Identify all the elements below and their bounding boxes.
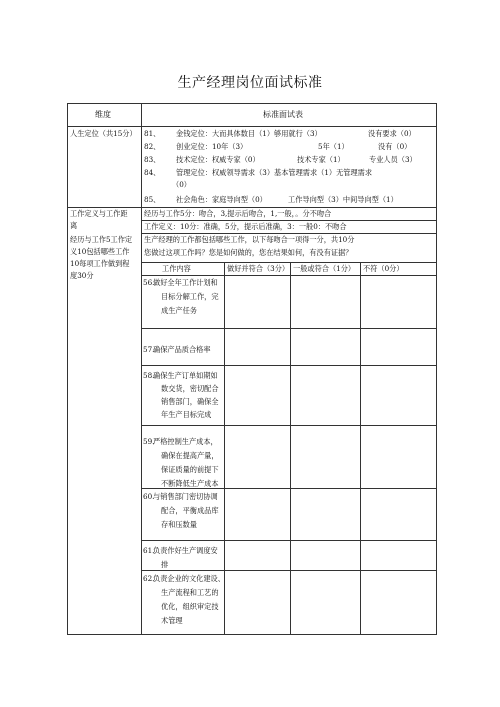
- item-line: 目标分解工作，完: [161, 292, 219, 301]
- scoring-rule: 生产经理的工作都包括哪些工作，以下每吻合一项得一分，共10分: [144, 235, 355, 244]
- item-number: 57.: [143, 345, 155, 354]
- scoring-rule: 经历与工作5分：吻合，3,提示后吻合，1,一般，。分不吻合: [144, 209, 332, 218]
- row-mid: 技术专家（1）: [297, 155, 345, 164]
- label-line: 义10包括哪些工作: [70, 247, 130, 256]
- row-extra: 没有（0）: [378, 142, 412, 151]
- row-mid: 5年（1）: [318, 142, 349, 151]
- row-extra: 没有要求（0）: [368, 129, 416, 138]
- item-number: 56.: [143, 278, 155, 287]
- item-line: 与销售部门密切协调: [153, 492, 218, 501]
- row-divider: [141, 365, 437, 366]
- item-line: 销售部门，确保全: [161, 397, 219, 406]
- row-text: 社会角色：家庭导向型（0）: [176, 195, 267, 204]
- item-line: 成生产任务: [161, 306, 197, 315]
- label-line: 经历与工作5工作定: [70, 235, 133, 244]
- label-line: 10每项工作做到程: [70, 259, 130, 268]
- row-number: 81、: [144, 129, 161, 138]
- row-text: 创业定位：10年（3）: [176, 142, 248, 151]
- item-line: 配合，平衡成品库: [161, 506, 219, 515]
- row-text: 管理定位：权威领导需求（3）基本管理需求（1）无管理需求: [176, 168, 373, 177]
- rule-divider: [141, 220, 437, 221]
- column-header: 不符（0分）: [363, 264, 404, 273]
- section-divider: [67, 207, 437, 208]
- row-text: 金钱定位：大而具体数目（1）够用就行（3）: [176, 129, 322, 138]
- row-extra: 专业人员（3）: [369, 155, 417, 164]
- item-line: 负责企业的文化建设、: [153, 574, 225, 583]
- column-divider: [141, 103, 142, 635]
- item-number: 60.: [143, 492, 155, 501]
- table-border: [141, 262, 437, 263]
- item-line: 数交货，密切配合: [161, 384, 219, 393]
- document-title: 生产经理岗位面试标准: [177, 75, 323, 91]
- item-line: 严格控制生产成本，: [153, 437, 218, 446]
- item-line: 不断降低生产成本: [161, 479, 219, 488]
- item-line: 生产流程和工艺的: [161, 588, 219, 597]
- scoring-rule: 您做过这项工作吗？您是如何做的，您在结果如何，有没有证据？: [144, 248, 353, 257]
- item-number: 59.: [143, 437, 155, 446]
- row-text: 技术定位：权威专家（0）: [176, 155, 260, 164]
- scoring-rule: 工作定义：10分：准确，5分，提示后准确，3：一般0：不吻合: [144, 222, 347, 231]
- item-line: 做好全年工作计划和: [153, 278, 218, 287]
- column-header: 工作内容: [162, 264, 191, 273]
- row-divider: [141, 328, 437, 329]
- table-border: [141, 275, 437, 276]
- label-line: 度30分: [70, 271, 94, 280]
- header-dimension: 维度: [95, 110, 111, 119]
- rule-divider: [141, 233, 437, 234]
- section-life-positioning-label: 人生定位（共15分）: [70, 129, 137, 138]
- item-line: 确保在提高产量，: [161, 451, 219, 460]
- item-line: 排: [161, 560, 169, 569]
- label-line: 离: [70, 221, 78, 230]
- row-mid: 工作导向型（3）中间导向型（1）: [288, 195, 398, 204]
- item-line: 确保生产订单如期如: [153, 371, 218, 380]
- row-divider: [141, 488, 437, 489]
- row-number: 83、: [144, 155, 161, 164]
- header-standard: 标准面试表: [263, 110, 303, 119]
- item-number: 58.: [143, 371, 155, 380]
- row-divider: [141, 425, 437, 426]
- row-number: 85、: [144, 195, 161, 204]
- item-line: 负责作好生产调度安: [153, 546, 218, 555]
- label-line: 工作定义与工作距: [70, 209, 128, 218]
- item-number: 62.: [143, 574, 155, 583]
- row-number: 84、: [144, 168, 161, 177]
- item-line: 优化，组织审定技: [161, 602, 219, 611]
- item-line: 保证质量的前提下: [161, 465, 219, 474]
- table-column-line: [290, 262, 291, 635]
- column-header: 一般或符合（1分）: [293, 264, 356, 273]
- item-line: 存和压数量: [161, 520, 197, 529]
- table-column-line: [360, 262, 361, 635]
- row-divider: [141, 540, 437, 541]
- row-number: 82、: [144, 142, 161, 151]
- item-line: 术管理: [161, 616, 183, 625]
- row-continuation: （0）: [172, 180, 191, 189]
- item-line: 确保产品质合格率: [153, 345, 211, 354]
- row-divider: [141, 570, 437, 571]
- interview-table: [67, 103, 437, 635]
- column-header: 做好并符合（3分）: [227, 264, 290, 273]
- item-number: 61.: [143, 546, 155, 555]
- item-line: 年生产目标完成: [161, 410, 212, 419]
- header-divider: [67, 126, 437, 127]
